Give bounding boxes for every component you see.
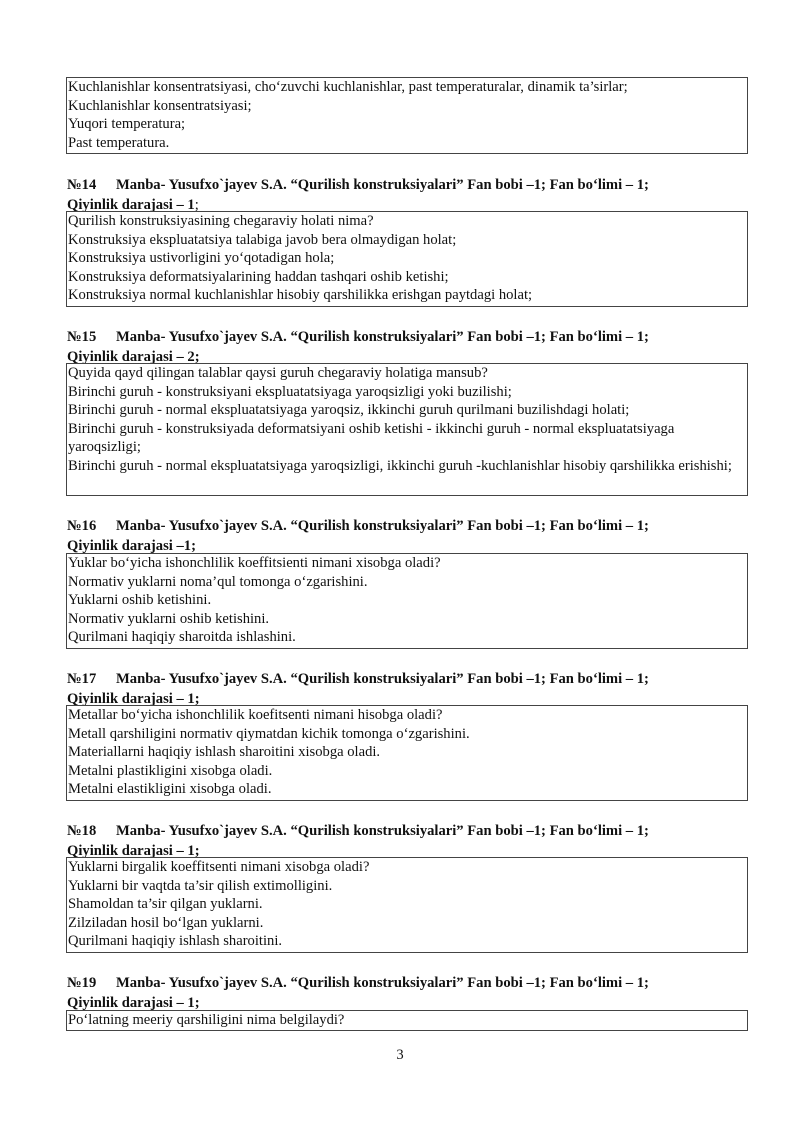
answer-line: Materiallarni haqiqiy ishlash sharoitini xisobga oladi. [68,744,381,761]
question-source: Manba- Yusufxo`jayev S.A. “Qurilish konstruksiyalari” Fan bobi –1; Fan bo‘limi – 1; [116,518,649,534]
answer-line: Birinchi guruh - konstruksiyada deformatsiyani oshib ketishi - ikkinchi guruh - normal ekspluatatsiyaga yaroqsizligi; [68,420,675,456]
question-header-18 [67,821,757,861]
answer-line: Yuqori temperatura; [68,116,186,133]
answer-line: Yuklarni oshib ketishini. [68,592,212,609]
answer-line: Konstruksiya ustivorligini yo‘qotadigan hola; [68,250,335,267]
question-text: Yuklarni birgalik koeffitsenti nimani xisobga oladi? [68,859,370,875]
question-difficulty: Qiyinlik darajasi – 2; [67,349,200,365]
question-text: Qurilish konstruksiyasining chegaraviy holati nima? [68,213,374,229]
answer-line: Yuklarni bir vaqtda ta’sir qilish extimolligini. [68,877,333,894]
question-box-18 [66,857,748,953]
question-source: Manba- Yusufxo`jayev S.A. “Qurilish konstruksiyalari” Fan bobi –1; Fan bo‘limi – 1; [116,329,649,345]
question-difficulty: Qiyinlik darajasi – 1; [67,995,200,1011]
question-box-16 [66,553,748,649]
answer-line: Qurilmani haqiqiy sharoitda ishlashini. [68,629,296,646]
question-source: Manba- Yusufxo`jayev S.A. “Qurilish konstruksiyalari” Fan bobi –1; Fan bo‘limi – 1; [116,671,649,687]
answer-line: Birinchi guruh - konstruksiyani ekspluatatsiyaga yaroqsizligi yoki buzilishi; [68,383,512,400]
question-number: №15 [67,329,97,345]
answer-line: Konstruksiya deformatsiyalarining haddan tashqari oshib ketishi; [68,268,449,285]
question-difficulty: Qiyinlik darajasi –1; [67,538,196,554]
question-header-15 [67,327,757,367]
question-number: №18 [67,823,97,839]
question-text: Yuklar bo‘yicha ishonchlilik koeffitsienti nimani xisobga oladi? [68,555,441,571]
question-number: №17 [67,671,97,687]
question-source: Manba- Yusufxo`jayev S.A. “Qurilish konstruksiyalari” Fan bobi –1; Fan bo‘limi – 1; [116,823,649,839]
question-header-17 [67,669,757,709]
answer-line: Normativ yuklarni oshib ketishini. [68,610,270,627]
question-text: Po‘latning meeriy qarshiligini nima belgilaydi? [68,1012,345,1028]
answer-line: Metalni elastikligini xisobga oladi. [68,781,272,798]
question-header-16 [67,516,757,556]
question-text: Quyida qayd qilingan talablar qaysi guruh chegaraviy holatiga mansub? [68,365,488,381]
answer-line: Zilziladan hosil bo‘lgan yuklarni. [68,914,264,931]
question-box-19 [66,1010,748,1031]
page-number: 3 [396,1047,404,1063]
question-number: №14 [67,177,97,193]
answer-line: Kuchlanishlar konsentratsiyasi; [68,97,252,114]
answer-line: Konstruksiya normal kuchlanishlar hisobiy qarshilikka erishgan paytdagi holat; [68,287,533,304]
answer-line: Past temperatura. [68,134,170,151]
question-difficulty: Qiyinlik darajasi – 1 [67,197,195,213]
answer-box-continuation [66,77,748,154]
answer-line: Birinchi guruh - normal ekspluatatsiyaga yaroqsiz, ikkinchi guruh qurilmani buzilishdagi holati; [68,402,630,419]
question-text: Metallar bo‘yicha ishonchlilik koefitsenti nimani hisobga oladi? [68,707,443,723]
question-box-17 [66,705,748,801]
question-source: Manba- Yusufxo`jayev S.A. “Qurilish konstruksiyalari” Fan bobi –1; Fan bo‘limi – 1; [116,975,649,991]
answer-line: Metalni plastikligini xisobga oladi. [68,762,273,779]
question-source: Manba- Yusufxo`jayev S.A. “Qurilish konstruksiyalari” Fan bobi –1; Fan bo‘limi – 1; [116,177,649,193]
question-box-14 [66,211,748,307]
answer-line: Konstruksiya ekspluatatsiya talabiga javob bera olmaydigan holat; [68,231,457,248]
question-header-19 [67,973,757,1013]
answer-line: Birinchi guruh - normal ekspluatatsiyaga yaroqsizligi, ikkinchi guruh -kuchlanishlar hisobiy qarshilikka erishishi; [68,457,732,474]
question-header-14 [67,175,757,215]
question-difficulty: Qiyinlik darajasi – 1; [67,691,200,707]
question-number: №19 [67,975,97,991]
answer-line: Kuchlanishlar konsentratsiyasi, cho‘zuvchi kuchlanishlar, past temperaturalar, dinamik ta’sirlar; [68,79,628,95]
answer-line: Qurilmani haqiqiy ishlash sharoitini. [68,933,283,950]
answer-line: Metall qarshiligini normativ qiymatdan kichik tomonga o‘zgarishini. [68,725,470,742]
question-difficulty: Qiyinlik darajasi – 1; [67,843,200,859]
difficulty-tail: ; [194,197,199,213]
answer-line: Shamoldan ta’sir qilgan yuklarni. [68,896,263,913]
question-box-15 [66,363,748,496]
question-number: №16 [67,518,97,534]
answer-line: Normativ yuklarni noma’qul tomonga o‘zgarishini. [68,573,368,590]
